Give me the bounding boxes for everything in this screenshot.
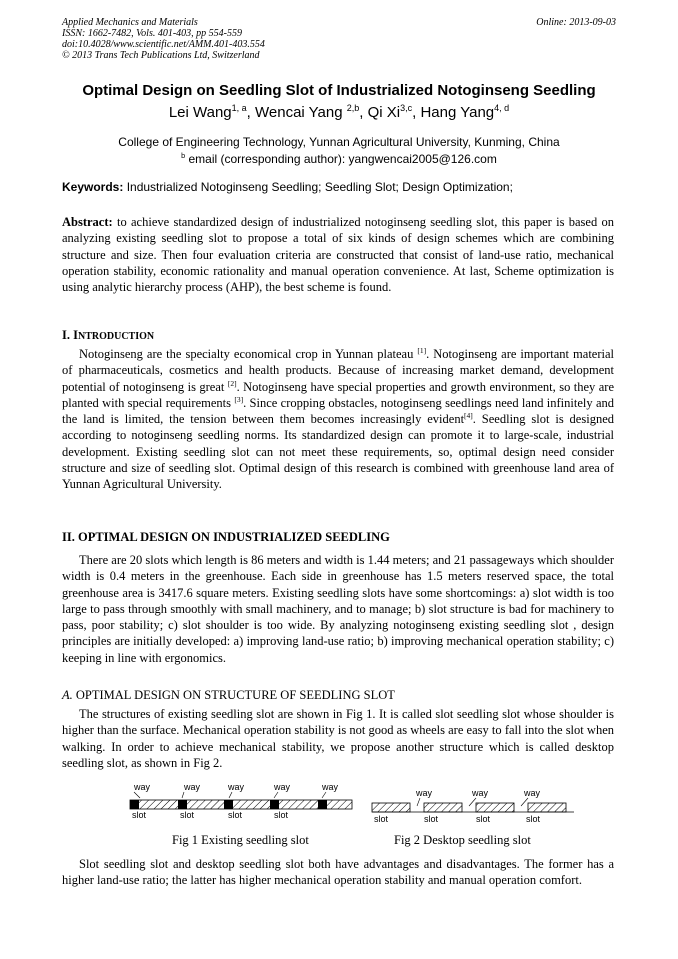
fig1-way-label: way [184,782,201,792]
fig2-slot-label: slot [526,814,541,824]
fig1-slot-label: slot [180,810,195,820]
intro-text: . Notoginseng are important material of pharmaceuticals, cosmetics and health products. Because of increasing market demand, development potential of notoginseng is great [62,347,614,394]
author-name: Lei Wang [168,104,232,121]
intro-text: . Notoginseng have special properties and growth environment, so they are planted with special requirements [62,379,615,410]
fig1-way-label: way [134,782,151,792]
abstract-label: Abstract: [62,215,113,229]
fig2-slot-label: slot [476,814,491,824]
paper-title: Optimal Design on Seedling Slot of Industrialized Notoginseng Seedling [82,82,596,99]
author-sup: 1, a [231,103,247,113]
fig2-slot-label: slot [424,814,439,824]
fig1-existing-slot-diagram [126,780,356,824]
fig1-slot-label: slot [274,810,289,820]
introduction-paragraph [62,346,614,493]
subsection-a-heading [62,688,395,703]
fig2-caption: Fig 2 Desktop seedling slot [394,833,531,847]
section-1-first-letter: I [73,328,78,342]
citation-ref: [2] [227,378,237,388]
section-2-paragraph: There are 20 slots which length is 86 meters and width is 1.44 meters; and 21 passageways which shoulder width is 0.4 meters in the greenhouse. Each side in greenhouse has 1.5 meters reserved space, the total greenhouse area is 3417.6 square meters. Existing seedling slots have some shortcomings: a) slot width is too large to pass through smoothly with small machinery, and to manage; b) slot structure is bad for machinery to pass, poor stability; c) slot shoulder is too wide. By analyzing notoginseng existing seedling slot , design principles are initially developed: a) improving land-use ratio; b) improving mechanical operation stability; c) keeping in line with ergonomics. [62,553,614,665]
fig2-desktop-slot-diagram [368,786,578,826]
header-online-date: Online: 2013-09-03 [536,17,616,28]
subsection-a-paragraph: The structures of existing seedling slot are shown in Fig 1. It is called slot seedling slot whose shoulder is higher than the surface. Mechanical operation stability is not good as wheels are easy to fall into the slot when walking. In order to achieve mechanical stability, we propose another structure which is called desktop seedling slot, as shown in Fig 2. [62,707,614,770]
fig1-way-label: way [274,782,291,792]
fig1-way-label: way [228,782,245,792]
corresponding-email [0,152,678,166]
fig2-slot-label: slot [374,814,389,824]
fig1-structure [130,792,352,809]
section-1-title-rest: NTRODUCTION [78,331,155,342]
citation-ref: [4] [464,411,473,421]
keywords-label: Keywords: [62,180,124,194]
fig2-way-label: way [416,788,433,798]
keywords-text: Industrialized Notoginseng Seedling; Seedling Slot; Design Optimization; [123,180,513,194]
section-1-heading [62,328,154,343]
author-name: Qi Xi [367,104,401,121]
header-journal: Applied Mechanics and Materials [62,17,198,28]
subsection-a-title: OPTIMAL DESIGN ON STRUCTURE OF SEEDLING SLOT [72,688,395,702]
fig1-caption: Fig 1 Existing seedling slot [172,833,309,847]
fig1-slot-label: slot [132,810,147,820]
header-doi: doi:10.4028/www.scientific.net/AMM.401-403.554 [62,39,265,50]
email-text: email (corresponding author): yangwencai2005@126.com [185,152,497,166]
keywords [62,180,618,194]
author-sup: 2,b [346,103,360,113]
abstract-text: to achieve standardized design of industrialized notoginseng seedling slot, this paper is based on analyzing existing seedling slot to propose a total of six kinds of design schemes which are combining structure and size. Then four evaluation criteria are constructed that consist of land-use ratio, mechanical operation stability, economic rationality and manual operation convenience. At last, Scheme optimization is using analytic hierarchy process (AHP), the best scheme is found. [62,215,614,295]
author-name: Wencai Yang [255,104,347,121]
author-sup: 4, d [494,103,510,113]
abstract [62,214,614,295]
email-sup: b [181,151,186,160]
citation-ref: [3] [234,394,244,404]
intro-text: Notoginseng are the specialty economical crop in Yunnan plateau [79,347,418,361]
fig2-structure [372,798,574,812]
fig2-way-label: way [524,788,541,798]
fig2-way-label: way [472,788,489,798]
author-name: Hang Yang [420,104,495,121]
affiliation: College of Engineering Technology, Yunnan Agricultural University, Kunming, China [118,135,560,149]
subsection-a-label: A. [62,688,73,702]
fig1-slot-label: slot [228,810,243,820]
header-issn: ISSN: 1662-7482, Vols. 401-403, pp 554-559 [62,28,242,39]
intro-text: . Since cropping obstacles, notoginseng seedlings need land infinitely and the land is limited, the tension between them becomes increasingly evident [62,395,614,427]
intro-text: . Seedling slot is designed according to notoginseng seedling norms. Its standardized design can promote it to large-scale, industrial development. Existing seedling slot can not meet these requirements, so, optimal design need consider structure and size of seedling slot. Optimal design of this research is combined with greenhouse land area of Yunnan Agricultural University. [62,412,614,492]
header-copyright: © 2013 Trans Tech Publications Ltd, Switzerland [62,50,260,61]
author-sup: 3,c [400,103,413,113]
closing-paragraph: Slot seedling slot and desktop seedling slot both have advantages and disadvantages. The former has a higher land-use ratio; the latter has higher mechanical operation stability and manual operation comfort. [62,857,614,888]
section-1-num: I. [62,328,74,342]
section-2-heading: II. OPTIMAL DESIGN ON INDUSTRIALIZED SEEDLING [62,530,390,544]
citation-ref: [1] [417,345,427,355]
author-list: Lei Wang$^{1, a}$, Wencai Yang $^{2,b}$, Qi Xi$^{3,c}$, Hang Yang$^{4, d}$ [168,103,510,121]
fig1-way-label: way [322,782,339,792]
